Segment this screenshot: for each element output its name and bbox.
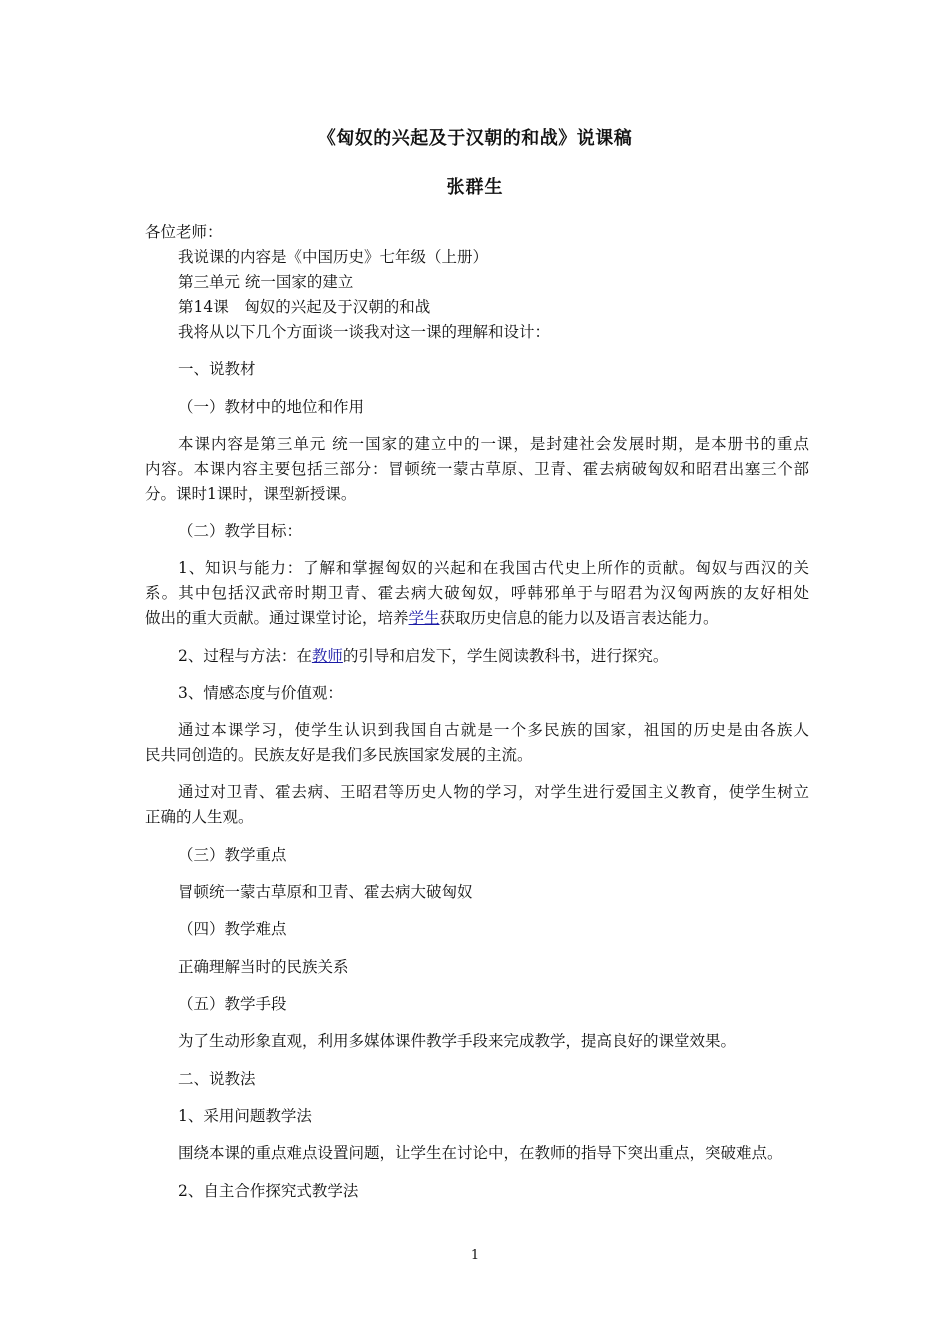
paragraph-line: 本课内容是第三单元 统一国家的建立中的一课，是封建社会发展时期，是本册书的重点: [178, 435, 809, 453]
section-heading: 二、说教法: [178, 1070, 256, 1088]
paragraph-line: 分。课时1课时，课型新授课。: [145, 485, 357, 503]
paragraph-line: 正确的人生观。: [145, 808, 254, 826]
intro-line: 第三单元 统一国家的建立: [178, 273, 354, 291]
student-link[interactable]: 学生: [408, 609, 440, 627]
subsection-heading: （五）教学手段: [178, 995, 287, 1013]
paragraph-line: 通过对卫青、霍去病、王昭君等历史人物的学习，对学生进行爱国主义教育，使学生树立: [178, 783, 809, 801]
paragraph-line: [145, 608, 719, 628]
teacher-link[interactable]: 教师: [311, 647, 343, 665]
intro-line: 第14课 匈奴的兴起及于汉朝的和战: [178, 298, 431, 316]
paragraph-text: 2、过程与方法：在: [178, 647, 312, 665]
page-number: 1: [470, 1248, 480, 1263]
paragraph-line: 围绕本课的重点难点设置问题，让学生在讨论中，在教师的指导下突出重点，突破难点。: [178, 1144, 783, 1162]
intro-line: 我将从以下几个方面谈一谈我对这一课的理解和设计：: [178, 323, 551, 341]
subsection-heading: （一）教材中的地位和作用: [178, 398, 365, 416]
paragraph-text: 的引导和启发下，学生阅读教科书，进行探究。: [342, 647, 669, 665]
paragraph-line: 内容。本课内容主要包括三部分：冒顿统一蒙古草原、卫青、霍去病破匈奴和昭君出塞三个部: [145, 460, 809, 478]
paragraph-line: 正确理解当时的民族关系: [178, 958, 349, 976]
document-title: 《匈奴的兴起及于汉朝的和战》说课稿: [317, 128, 633, 149]
paragraph-line: 冒顿统一蒙古草原和卫青、霍去病大破匈奴: [178, 883, 473, 901]
paragraph-line: 1、知识与能力：了解和掌握匈奴的兴起和在我国古代史上所作的贡献。匈奴与西汉的关: [178, 559, 809, 577]
subsection-heading: （四）教学难点: [178, 920, 287, 938]
section-heading: 一、说教材: [178, 360, 256, 378]
subsection-heading: 2、自主合作探究式教学法: [178, 1182, 359, 1200]
paragraph-line: 通过本课学习，使学生认识到我国自古就是一个多民族的国家，祖国的历史是由各族人: [178, 721, 809, 739]
document-author: 张群生: [446, 177, 504, 198]
paragraph-line: [178, 646, 668, 666]
greeting: 各位老师：: [145, 223, 223, 241]
paragraph-text: 做出的重大贡献。通过课堂讨论，培养: [145, 609, 409, 627]
paragraph-line: 为了生动形象直观，利用多媒体课件教学手段来完成教学，提高良好的课堂效果。: [178, 1032, 737, 1050]
paragraph-text: 获取历史信息的能力以及语言表达能力。: [439, 609, 719, 627]
intro-line: 我说课的内容是《中国历史》七年级（上册）: [178, 248, 489, 266]
subsection-heading: 1、采用问题教学法: [178, 1107, 312, 1125]
subsection-heading: （二）教学目标：: [178, 522, 303, 540]
paragraph-line: 3、情感态度与价值观：: [178, 684, 343, 702]
paragraph-line: 民共同创造的。民族友好是我们多民族国家发展的主流。: [145, 746, 533, 764]
paragraph-line: 系。其中包括汉武帝时期卫青、霍去病大破匈奴，呼韩邪单于与昭君为汉匈两族的友好相处: [145, 584, 809, 602]
subsection-heading: （三）教学重点: [178, 846, 287, 864]
